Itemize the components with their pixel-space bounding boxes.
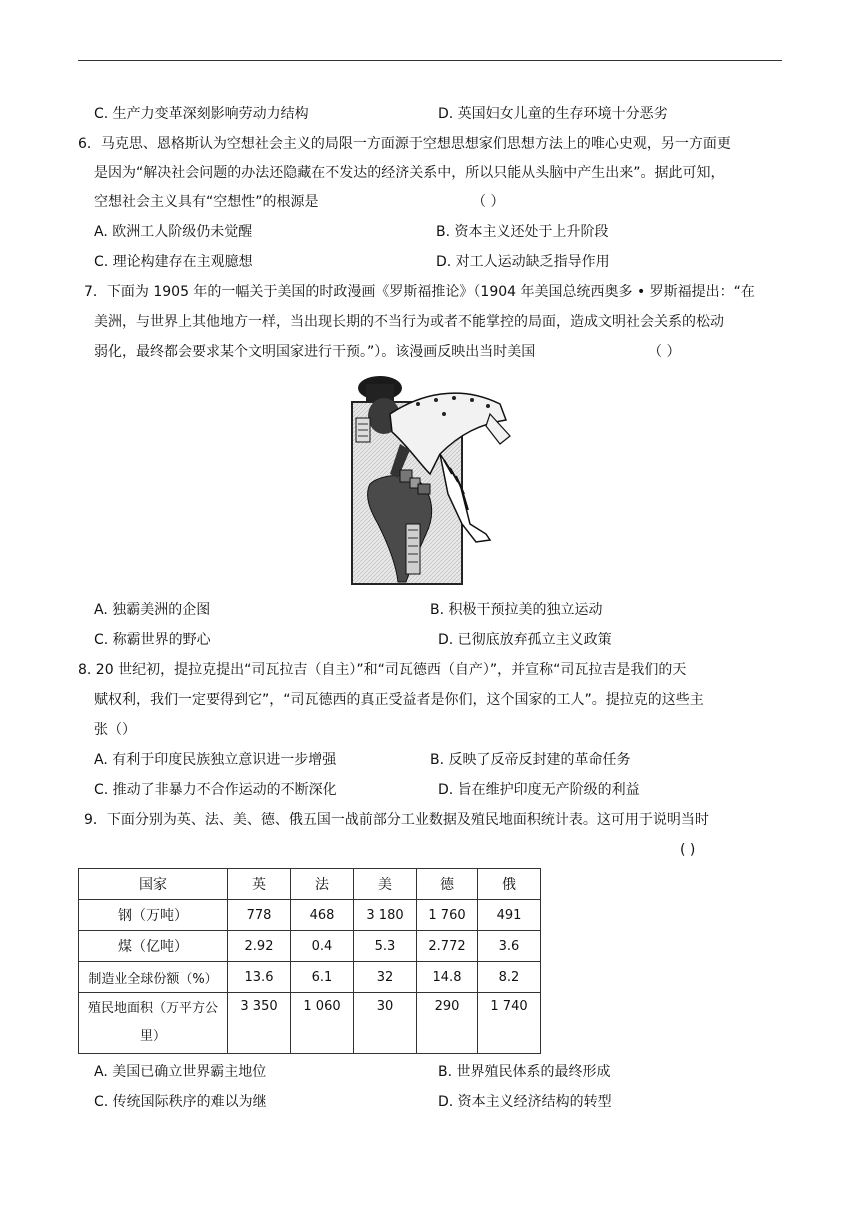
q7-answer-bracket: （ ）	[648, 344, 681, 360]
table-cell: 468	[291, 900, 354, 931]
q5-option-d[interactable]: D. 英国妇女儿童的生存环境十分恶劣	[438, 106, 668, 122]
header-cell-france: 法	[291, 869, 354, 900]
table-cell: 2.772	[417, 931, 478, 962]
q8-option-b[interactable]: B. 反映了反帝反封建的革命任务	[430, 752, 631, 768]
q7-stem-line3: 弱化，最终都会要求某个文明国家进行干预。”）。该漫画反映出当时美国	[94, 344, 536, 360]
table-cell: 0.4	[291, 931, 354, 962]
q7-option-d[interactable]: D. 已彻底放弃孤立主义政策	[438, 632, 612, 648]
table-cell: 1 760	[417, 900, 478, 931]
table-cell: 491	[478, 900, 541, 931]
q9-option-d[interactable]: D. 资本主义经济结构的转型	[438, 1094, 612, 1110]
table-row	[79, 962, 541, 993]
row-label: 制造业全球份额（%）	[79, 962, 228, 993]
table-cell: 6.1	[291, 962, 354, 993]
row-label	[79, 993, 228, 1054]
q8-stem-line1: 8. 20 世纪初，提拉克提出“司瓦拉吉（自主）”和“司瓦德西（自产）”，并宣称“司瓦拉吉是我们的天	[78, 662, 687, 678]
q8-option-a[interactable]: A. 有利于印度民族独立意识进一步增强	[94, 752, 337, 768]
table-row	[79, 900, 541, 931]
q8-stem-line3: 张（）	[94, 722, 136, 738]
q8-option-d[interactable]: D. 旨在维护印度无产阶级的利益	[438, 782, 640, 798]
q9-answer-bracket: ( )	[680, 842, 696, 858]
q7-option-a[interactable]: A. 独霸美洲的企图	[94, 602, 211, 618]
table-cell: 30	[354, 993, 417, 1054]
q6-option-b[interactable]: B. 资本主义还处于上升阶段	[436, 224, 609, 240]
table-cell: 8.2	[478, 962, 541, 993]
q6-option-c[interactable]: C. 理论构建存在主观臆想	[94, 254, 253, 270]
header-cell-russia: 俄	[478, 869, 541, 900]
q8-stem-line2: 赋权利，我们一定要得到它”，“司瓦德西的真正受益者是你们，这个国家的工人”。提拉克的这些主	[94, 692, 704, 708]
q7-option-c[interactable]: C. 称霸世界的野心	[94, 632, 211, 648]
q9-stem-line1: 9．下面分别为英、法、美、德、俄五国一战前部分工业数据及殖民地面积统计表。这可用于说明当时	[84, 812, 709, 828]
q6-stem-line1: 6．马克思、恩格斯认为空想社会主义的局限一方面源于空想思想家们思想方法上的唯心史观，另一方面更	[78, 136, 731, 152]
q7-option-b[interactable]: B. 积极干预拉美的独立运动	[430, 602, 603, 618]
header-cell-usa: 美	[354, 869, 417, 900]
table-cell: 13.6	[228, 962, 291, 993]
table-cell: 290	[417, 993, 478, 1054]
table-cell: 1 060	[291, 993, 354, 1054]
table-cell: 14.8	[417, 962, 478, 993]
q8-option-c[interactable]: C. 推动了非暴力不合作运动的不断深化	[94, 782, 337, 798]
table-row	[79, 931, 541, 962]
q6-option-d[interactable]: D. 对工人运动缺乏指导作用	[436, 254, 610, 270]
table-cell: 3 350	[228, 993, 291, 1054]
header-cell-country: 国家	[79, 869, 228, 900]
row-label: 钢（万吨）	[79, 900, 228, 931]
q9-option-c[interactable]: C. 传统国际秩序的难以为继	[94, 1094, 267, 1110]
table-cell: 32	[354, 962, 417, 993]
header-cell-uk: 英	[228, 869, 291, 900]
q5-option-c[interactable]: C. 生产力变革深刻影响劳动力结构	[94, 106, 309, 122]
q7-stem-line2: 美洲，与世界上其他地方一样，当出现长期的不当行为或者不能掌控的局面，造成文明社会关系的松动	[94, 314, 724, 330]
table-cell: 3.6	[478, 931, 541, 962]
table-cell: 2.92	[228, 931, 291, 962]
header-cell-germany: 德	[417, 869, 478, 900]
row-label: 煤（亿吨）	[79, 931, 228, 962]
q6-stem-line2: 是因为“解决社会问题的办法还隐藏在不发达的经济关系中，所以只能从头脑中产生出来”。据此可知，	[94, 165, 725, 181]
q9-option-b[interactable]: B. 世界殖民体系的最终形成	[438, 1064, 611, 1080]
q9-option-a[interactable]: A. 美国已确立世界霸主地位	[94, 1064, 267, 1080]
q6-stem-line3: 空想社会主义具有“空想性”的根源是	[94, 194, 319, 210]
header-rule	[78, 60, 782, 61]
roosevelt-corollary-cartoon	[340, 374, 516, 588]
row-label-line2: 里）	[139, 1029, 166, 1044]
q7-stem-line1: 7．下面为 1905 年的一幅关于美国的时政漫画《罗斯福推论》（1904 年美国总统西奥多 • 罗斯福提出：“在	[84, 284, 755, 300]
table-row	[79, 993, 541, 1054]
table-cell: 778	[228, 900, 291, 931]
industrial-colonial-table	[78, 868, 541, 1054]
q6-option-a[interactable]: A. 欧洲工人阶级仍未觉醒	[94, 224, 253, 240]
q6-answer-bracket: （ ）	[472, 194, 505, 210]
table-cell: 5.3	[354, 931, 417, 962]
table-header-row	[79, 869, 541, 900]
row-label-line1: 殖民地面积（万平方公	[87, 1001, 218, 1016]
table-cell: 3 180	[354, 900, 417, 931]
table-cell: 1 740	[478, 993, 541, 1054]
